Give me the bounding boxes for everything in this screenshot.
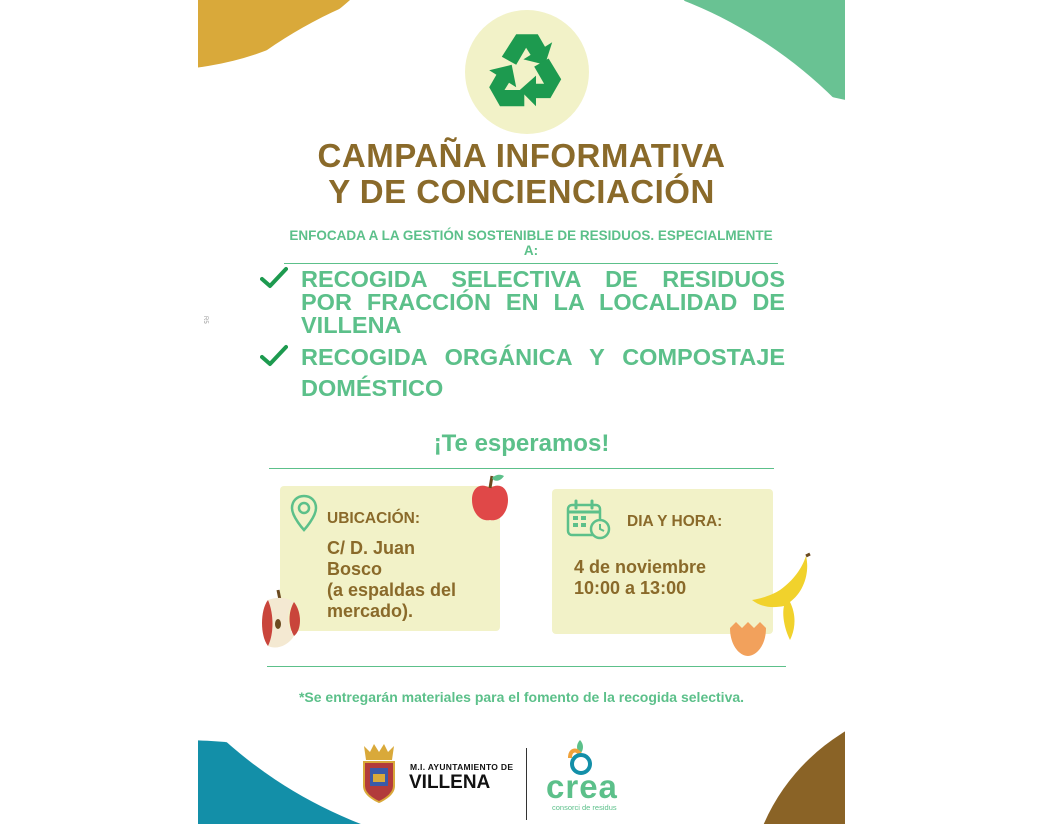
apple-icon <box>470 472 510 524</box>
check-icon <box>260 266 288 290</box>
bullet-line: RECOGIDA SELECTIVA DE RESIDUOS <box>301 266 785 292</box>
villena-logo-small-text: M.I. AYUNTAMIENTO DE <box>410 762 514 772</box>
eggshell-icon <box>728 618 768 658</box>
crea-logo-text: crea <box>546 768 618 805</box>
datetime-card <box>552 489 773 634</box>
materials-note: *Se entregarán materiales para el fomento de la recogida selectiva. <box>298 689 745 705</box>
datetime-date: 4 de noviembre <box>574 557 707 577</box>
location-line: mercado). <box>327 601 414 621</box>
side-marker-text: R5 <box>202 316 208 324</box>
campaign-title-line2: Y DE CONCIENCIACIÓN <box>328 173 715 210</box>
crea-logo-subtext: consorci de residus <box>552 803 617 812</box>
calendar-clock-icon <box>566 499 612 541</box>
location-label: UBICACIÓN: <box>327 510 420 527</box>
bullet-text <box>301 342 785 404</box>
location-line: C/ D. Juan <box>327 538 416 558</box>
map-pin-icon <box>290 494 318 532</box>
bullet-line: DOMÉSTICO <box>301 375 444 401</box>
poster <box>198 0 845 824</box>
apple-core-icon <box>254 586 310 656</box>
location-card <box>280 486 500 631</box>
location-line: (a espaldas del <box>327 580 457 600</box>
bullet-item-selective-collection <box>260 268 785 337</box>
datetime-time: 10:00 a 13:00 <box>574 578 687 598</box>
bullet-line: POR FRACCIÓN EN LA LOCALIDAD DE <box>301 289 785 315</box>
bullet-line: VILLENA <box>301 312 402 338</box>
bullet-line: RECOGIDA ORGÁNICA Y COMPOSTAJE <box>301 344 785 370</box>
divider <box>267 666 786 667</box>
villena-coat-of-arms-icon <box>360 742 398 804</box>
footer-divider <box>526 748 527 820</box>
location-address <box>327 538 456 622</box>
check-icon <box>260 344 288 368</box>
campaign-subtitle: ENFOCADA A LA GESTIÓN SOSTENIBLE DE RESIDUOS. ESPECIALMENTE A: <box>284 228 778 264</box>
recycle-icon <box>482 27 572 117</box>
bullet-text <box>301 268 785 337</box>
campaign-title-line1: CAMPAÑA INFORMATIVA <box>317 137 726 174</box>
villena-logo-text: VILLENA <box>409 772 491 793</box>
location-line: Bosco <box>327 559 383 579</box>
welcome-heading: ¡Te esperamos! <box>269 430 774 469</box>
datetime-label: DIA Y HORA: <box>627 513 723 530</box>
bullet-item-organic-composting <box>260 342 785 404</box>
